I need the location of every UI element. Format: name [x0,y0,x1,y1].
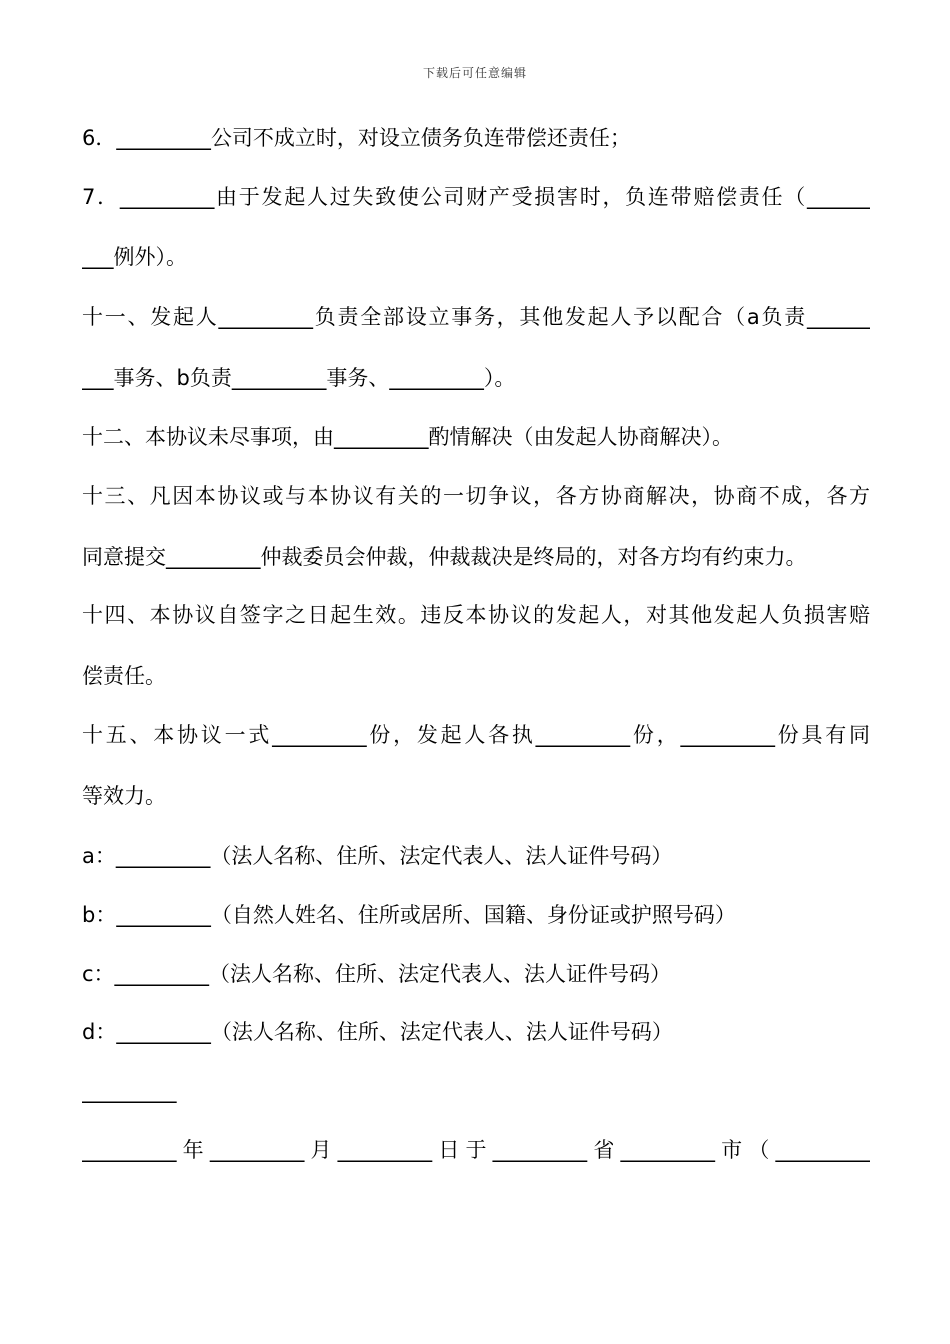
party-b-line: b：_________（自然人姓名、住所或居所、国籍、身份证或护照号码） [82,903,736,927]
clause-14-line-2: 偿责任。 [82,664,166,688]
clause-15-line-2: 等效力。 [82,784,166,808]
clause-14-line-1: 十四、本协议自签字之日起生效。违反本协议的发起人，对其他发起人负损害赔 [82,603,870,627]
party-c-line: c：_________（法人名称、住所、法定代表人、法人证件号码） [82,962,672,986]
clause-7-line-2: ___例外）。 [82,245,187,269]
page-header: 下载后可任意编辑 [422,66,527,80]
clause-11-line-2: ___事务、b负责_________事务、_________）。 [82,366,516,390]
party-d-line: d：_________（法人名称、住所、法定代表人、法人证件号码） [82,1020,673,1044]
clause-12-line: 十二、本协议未尽事项，由_________酌情解决（由发起人协商解决）。 [82,425,733,449]
clause-15-line-1: 十五、本协议一式_________份，发起人各执_________份，_________份具有同 [82,723,870,747]
date-place-line: _________年_________月_________日于_________省_________市（_________ [82,1138,870,1162]
clause-13-line-1: 十三、凡因本协议或与本协议有关的一切争议，各方协商解决，协商不成，各方 [82,484,870,508]
party-a-line: a：_________（法人名称、住所、法定代表人、法人证件号码） [82,844,673,868]
clause-11-line-1: 十一、发起人_________负责全部设立事务，其他发起人予以配合（a负责______ [82,305,870,329]
signature-blank: _________ [82,1079,177,1103]
clause-6-line: 6．_________公司不成立时，对设立债务负连带偿还责任； [82,126,631,150]
clause-13-line-2: 同意提交_________仲裁委员会仲裁，仲裁裁决是终局的，对各方均有约束力。 [82,545,807,569]
clause-7-line-1: 7．_________由于发起人过失致使公司财产受损害时，负连带赔偿责任（______ [82,185,870,209]
